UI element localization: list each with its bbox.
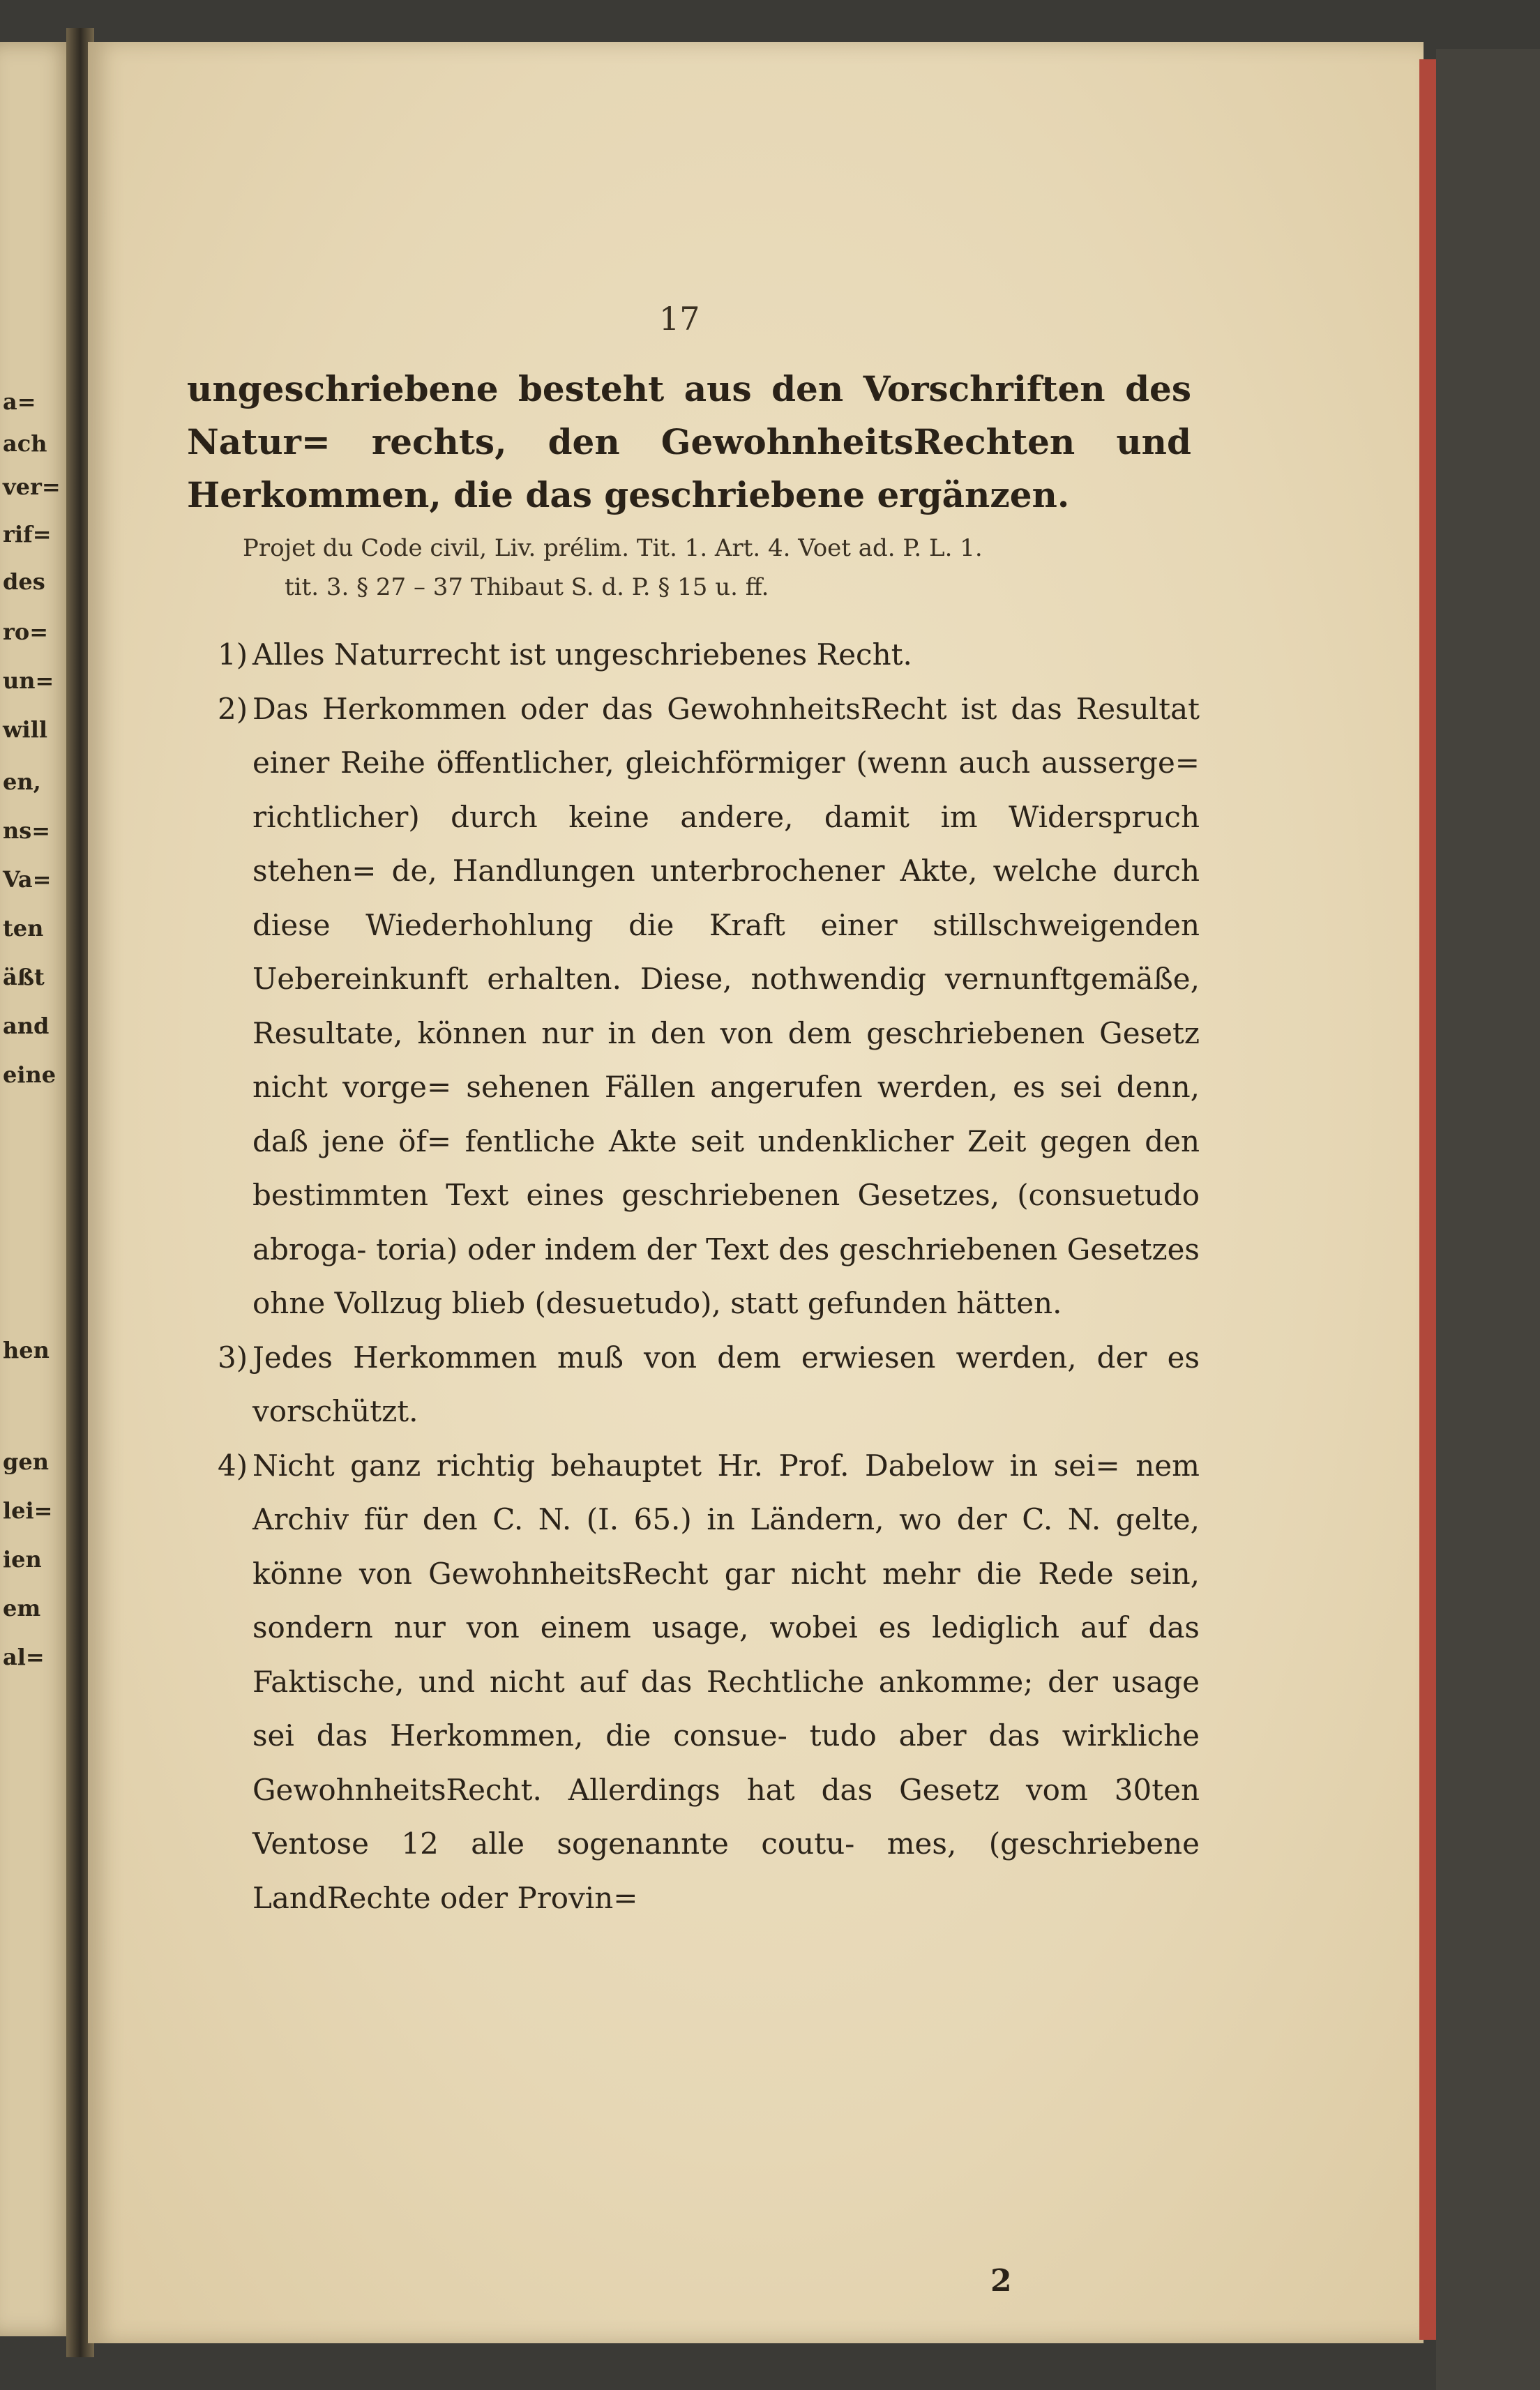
intro-paragraph: ungeschriebene besteht aus den Vorschriften des Natur= rechts, den GewohnheitsRechten und Herkommen, die das geschriebene ergänzen.: [187, 368, 1191, 515]
fragment: ten: [3, 915, 44, 941]
fragment: ien: [3, 1546, 42, 1573]
fragment: a=: [3, 388, 36, 415]
fragment: Va=: [3, 866, 52, 893]
page-number: 17: [659, 300, 700, 338]
fragment: lei=: [3, 1497, 53, 1524]
fragment: en,: [3, 769, 41, 795]
fragment: ns=: [3, 817, 51, 844]
list-item-text: Jedes Herkommen muß von dem erwiesen werden, der es vorschützt.: [252, 1340, 1200, 1428]
previous-page-edge: [0, 42, 75, 2336]
list-item-text: Das Herkommen oder das GewohnheitsRecht ist das Resultat einer Reihe öffentlicher, gleichförmiger (wenn auch ausserge= richtlicher) durch keine andere, damit im Widerspruch stehen= de, Handlungen unterbrochener Akte, welche durch diese Wiederhohlung die Kraft einer stillschweigenden Uebereinkunft erhalten. Diese, nothwendig vernunftgemäße, Resultate, können nur in den von dem geschriebenen Gesetz nicht vorge= sehenen Fällen angerufen werden, es sei denn, daß jene öf= fentliche Akte seit undenklicher Zeit gegen den bestimmten Text eines geschriebenen Gesetzes, (consuetudo abroga- toria) oder indem der Text des geschriebenen Gesetzes ohne Vollzug blieb (desuetudo), statt gefunden hätten.: [252, 691, 1200, 1320]
reference-note: [243, 529, 1198, 607]
fragment: ach: [3, 430, 47, 457]
fragment: al=: [3, 1644, 45, 1670]
book-cover-edge: [1436, 49, 1540, 2390]
list-item: [209, 682, 1200, 1331]
list-item: [209, 628, 1200, 682]
list-item: [209, 1439, 1200, 1926]
reference-note-line2: tit. 3. § 27 – 37 Thibaut S. d. P. § 15 u. ff.: [285, 573, 769, 601]
fragment: eine: [3, 1061, 56, 1088]
signature-mark: 2: [990, 2263, 1012, 2299]
list-item-text: Nicht ganz richtig behauptet Hr. Prof. Dabelow in sei= nem Archiv für den C. N. (I. 65.) in Ländern, wo der C. N. gelte, könne von GewohnheitsRecht gar nicht mehr die Rede sein, sondern nur von einem usage, wobei es lediglich auf das Faktische, und nicht auf das Rechtliche ankomme; der usage sei das Herkommen, die consue- tudo aber das wirkliche GewohnheitsRecht. Allerdings hat das Gesetz vom 30ten Ventose 12 alle sogenannte coutu- mes, (geschriebene LandRechte oder Provin=: [252, 1448, 1200, 1915]
fragment: rif=: [3, 521, 52, 547]
fragment: and: [3, 1013, 50, 1039]
page-edge-red: [1419, 59, 1436, 2340]
list-item-text: Alles Naturrecht ist ungeschriebenes Recht.: [252, 637, 912, 672]
list-item-number: 4): [218, 1448, 248, 1483]
fragment: un=: [3, 667, 54, 694]
fragment: will: [3, 716, 48, 743]
fragment: gen: [3, 1449, 49, 1475]
fragment: ro=: [3, 619, 49, 645]
fragment: em: [3, 1595, 41, 1621]
numbered-list: [209, 628, 1200, 1925]
fragment: hen: [3, 1337, 50, 1363]
list-item-number: 3): [218, 1340, 248, 1375]
fragment: äßt: [3, 964, 45, 990]
list-item-number: 2): [218, 691, 248, 726]
reference-note-line1: Projet du Code civil, Liv. prélim. Tit. 1. Art. 4. Voet ad. P. L. 1.: [243, 534, 983, 562]
list-item-number: 1): [218, 637, 248, 672]
list-item: [209, 1331, 1200, 1439]
fragment: des: [3, 568, 45, 595]
fragment: ver=: [3, 474, 61, 500]
